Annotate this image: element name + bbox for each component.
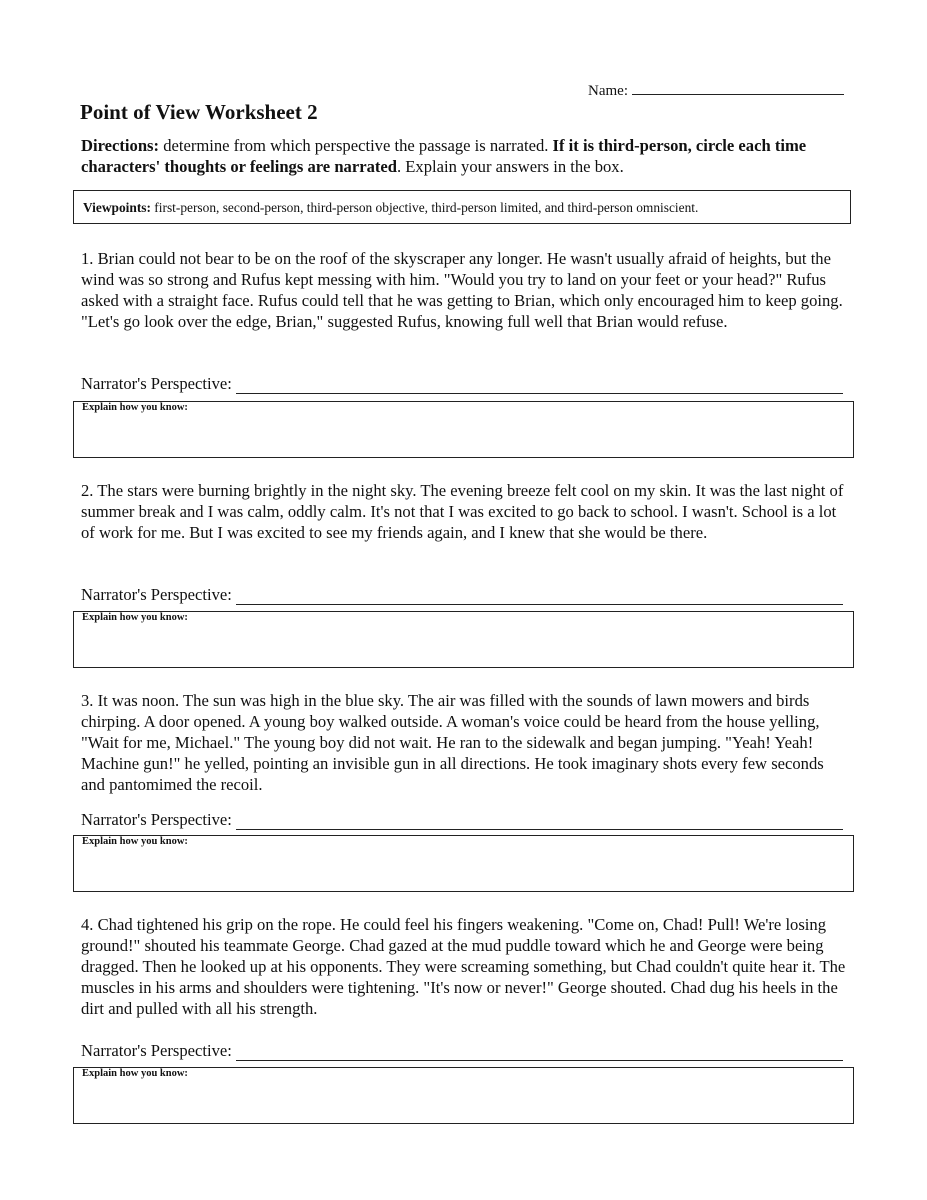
name-underline[interactable] (632, 80, 844, 95)
perspective-answer-line-3[interactable] (236, 813, 843, 830)
explain-label-3: Explain how you know: (82, 836, 188, 847)
perspective-row-4 (81, 1041, 843, 1061)
explain-label-4: Explain how you know: (82, 1068, 188, 1079)
perspective-answer-line-2[interactable] (236, 588, 843, 605)
directions-bold-text: If it is third-person, circle each time characters' thoughts or feelings are narrated (81, 136, 807, 176)
passage-3: 3. It was noon. The sun was high in the blue sky. The air was filled with the sounds of lawn mowers and birds chirping. A door opened. A young boy walked outside. A woman's voice could be heard from the house yelling, "Wait for me, Michael." The young boy did not wait. He ran to the sidewalk and began jumping. "Yeah! Yeah! Machine gun!" he yelled, pointing an invisible gun in all directions. He took imaginary shots every few seconds and pantomimed the recoil. (81, 691, 824, 794)
explain-box-3[interactable] (73, 835, 854, 892)
passage-4: 4. Chad tightened his grip on the rope. He could feel his fingers weakening. "Come on, Chad! Pull! We're losing ground!" shouted his teammate George. Chad gazed at the mud puddle toward which he and George were being dragged. Then he looked up at his opponents. They were screaming something, but Chad couldn't quite hear it. The muscles in his arms and shoulders were tightening. "It's now or never!" George shouted. Chad dug his heels in the dirt and pulled with all his strength. (81, 915, 846, 1018)
perspective-answer-line-4[interactable] (236, 1044, 843, 1061)
explain-label-1: Explain how you know: (82, 402, 188, 413)
explain-box-4[interactable] (73, 1067, 854, 1124)
name-label: Name: (588, 83, 628, 99)
worksheet-title: Point of View Worksheet 2 (80, 100, 318, 124)
passage-2: 2. The stars were burning brightly in the night sky. The evening breeze felt cool on my skin. It was the last night of summer break and I was calm, oddly calm. It's not that I was excited to go back to school. I wasn't. School is a lot of work for me. But I was excited to see my friends again, and I knew that she would be there. (81, 481, 844, 542)
explain-box-2[interactable] (73, 611, 854, 668)
directions-lead: Directions: (81, 136, 160, 155)
name-field[interactable] (588, 80, 848, 100)
perspective-row-3 (81, 810, 843, 830)
perspective-label-4: Narrator's Perspective: (81, 1041, 232, 1060)
viewpoints-lead: Viewpoints: (83, 200, 151, 215)
perspective-row-2 (81, 585, 843, 605)
perspective-label-3: Narrator's Perspective: (81, 810, 232, 829)
viewpoints-text: first-person, second-person, third-person objective, third-person limited, and third-person omniscient. (150, 200, 699, 215)
directions-text-1: determine from which perspective the passage is narrated. (159, 136, 553, 155)
viewpoints-box (73, 190, 851, 224)
directions-text (81, 135, 851, 177)
perspective-row-1 (81, 374, 843, 394)
perspective-label-1: Narrator's Perspective: (81, 374, 232, 393)
perspective-answer-line-1[interactable] (236, 377, 843, 394)
passage-1: 1. Brian could not bear to be on the roof of the skyscraper any longer. He wasn't usually afraid of heights, but the wind was so strong and Rufus kept messing with him. "Would you try to land on your feet or your head?" Rufus asked with a straight face. Rufus could tell that he was getting to Brian, which only encouraged him to keep going. "Let's go look over the edge, Brian," suggested Rufus, knowing full well that Brian would refuse. (81, 249, 843, 331)
explain-box-1[interactable] (73, 401, 854, 458)
explain-label-2: Explain how you know: (82, 612, 188, 623)
perspective-label-2: Narrator's Perspective: (81, 585, 232, 604)
directions-text-2: . Explain your answers in the box. (397, 157, 624, 176)
